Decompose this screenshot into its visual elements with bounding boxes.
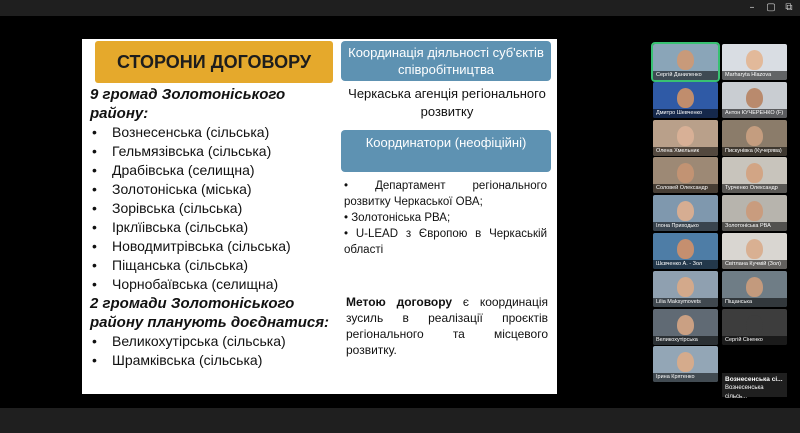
- participant-avatar: [746, 88, 763, 108]
- participant-tile[interactable]: [722, 271, 787, 307]
- meeting-stage: [0, 16, 800, 408]
- list-item: • Ірклїівська (сільська): [90, 218, 340, 237]
- list-item: • Гельмязівська (сільська): [90, 142, 340, 161]
- coordination-box: Координація діяльності суб'єктів співробітництва: [341, 41, 551, 81]
- participant-avatar: [677, 88, 694, 108]
- purpose-bold: Метою договору: [346, 295, 453, 309]
- list-item: • Золотоніська (міська): [90, 180, 340, 199]
- participant-name: Пискунівка (Кучерява): [722, 147, 787, 156]
- participant-tile[interactable]: [722, 44, 787, 80]
- restore-icon[interactable]: ▢: [766, 2, 776, 13]
- participant-name: Вознесенська сі...: [725, 376, 783, 383]
- participant-tile[interactable]: [653, 271, 718, 307]
- shared-slide: [82, 39, 557, 394]
- list-item: • Піщанська (сільська): [90, 256, 340, 275]
- participant-tile[interactable]: [653, 309, 718, 345]
- participant-avatar: [677, 201, 694, 221]
- agency-label: Черкаська агенція регіонального розвитку: [348, 86, 546, 119]
- participant-tile[interactable]: [722, 82, 787, 118]
- coordinators-box: Координатори (неофіційні): [341, 130, 551, 172]
- group1-list: [90, 123, 340, 294]
- participant-avatar: [677, 277, 694, 297]
- list-item: • Зорівська (сільська): [90, 199, 340, 218]
- participant-avatar: [746, 201, 763, 221]
- participant-avatar: [746, 315, 763, 335]
- participant-tile[interactable]: [722, 157, 787, 193]
- purpose-text: [346, 294, 548, 358]
- group2-header: 2 громади Золотоніського району планують доєднатися:: [90, 295, 330, 331]
- list-item: • Чорнобаївська (селищна): [90, 275, 340, 294]
- participant-tile[interactable]: [722, 195, 787, 231]
- participant-avatar: [746, 163, 763, 183]
- list-item: • Департамент регіонального розвитку Черкаської ОВА;: [344, 180, 547, 208]
- participant-name: Шєвченко А. - Зол: [653, 260, 718, 269]
- list-item: • Драбівська (селищна): [90, 161, 340, 180]
- participant-tile[interactable]: [653, 157, 718, 193]
- slide-title: СТОРОНИ ДОГОВОРУ: [95, 41, 333, 83]
- list-item: • Великохутірська (сільська): [90, 332, 340, 351]
- participant-avatar: [677, 315, 694, 335]
- participant-name: Дмитро Шевченко: [653, 109, 718, 118]
- participant-name: Світлана Кучмій (Зол): [722, 260, 787, 269]
- participant-tile[interactable]: [722, 309, 787, 345]
- participant-name: Соловей Олександр: [653, 184, 718, 193]
- participant-gallery: [651, 44, 787, 401]
- participant-avatar: [746, 239, 763, 259]
- parties-list: [90, 85, 340, 370]
- participant-tile[interactable]: [653, 82, 718, 118]
- participant-avatar: [677, 163, 694, 183]
- bottom-bar: [0, 408, 800, 433]
- participant-name: Великохутірська: [653, 336, 718, 345]
- participant-tile[interactable]: [653, 120, 718, 156]
- participant-avatar: [677, 126, 694, 146]
- participant-avatar: [746, 50, 763, 70]
- participant-avatar: [677, 352, 694, 372]
- participant-avatar: [746, 126, 763, 146]
- participant-tile[interactable]: [653, 346, 718, 382]
- group2-list: [90, 332, 340, 370]
- participant-name: Сергій Даниленко: [653, 71, 718, 80]
- participant-tile[interactable]: [653, 233, 718, 269]
- window-titlebar: [0, 0, 800, 16]
- participant-name: Ірина Крятенко: [653, 373, 718, 382]
- purpose-rest: є координація зусиль в реалізації проєктів регіонального та місцевого розвитку.: [346, 295, 548, 357]
- list-item: • U-LEAD з Європою в Черкаській області: [344, 228, 547, 256]
- participant-tile[interactable]: [653, 195, 718, 231]
- participant-name: Турченко Олександр: [722, 184, 787, 193]
- participant-name: Олена Хмельник: [653, 147, 718, 156]
- participant-name: Піщанська: [722, 298, 787, 307]
- participant-tile-text[interactable]: [722, 373, 787, 400]
- participant-tile[interactable]: [722, 233, 787, 269]
- participant-name: Антон КУЧЕРЕНКО (F): [722, 109, 787, 118]
- participant-name: Золотоніська РВА: [722, 222, 787, 231]
- group1-header: 9 громад Золотоніського району:: [90, 86, 286, 122]
- participant-avatar: [677, 50, 694, 70]
- list-item: • Вознесенська (сільська): [90, 123, 340, 142]
- list-item: • Золотоніська РВА;: [344, 212, 451, 224]
- participant-tile[interactable]: [653, 44, 718, 80]
- participant-name: Lilia Maksymovets: [653, 298, 718, 307]
- list-item: • Шрамківська (сільська): [90, 351, 340, 370]
- participant-avatar: [677, 239, 694, 259]
- list-item: • Новодмитрівська (сільська): [90, 237, 340, 256]
- coordinators-list: [344, 178, 547, 258]
- minimize-icon[interactable]: –: [749, 2, 755, 13]
- fullscreen-icon[interactable]: ⧉: [785, 2, 793, 13]
- participant-name: Сергій Сіненко: [722, 336, 787, 345]
- participant-avatar: [746, 277, 763, 297]
- participant-tile[interactable]: [722, 120, 787, 156]
- participant-name: Ілона Приходько: [653, 222, 718, 231]
- participant-name: Marharyta Hlazova: [722, 71, 787, 80]
- participant-subtitle: Вознесенська сільсь...: [725, 385, 764, 400]
